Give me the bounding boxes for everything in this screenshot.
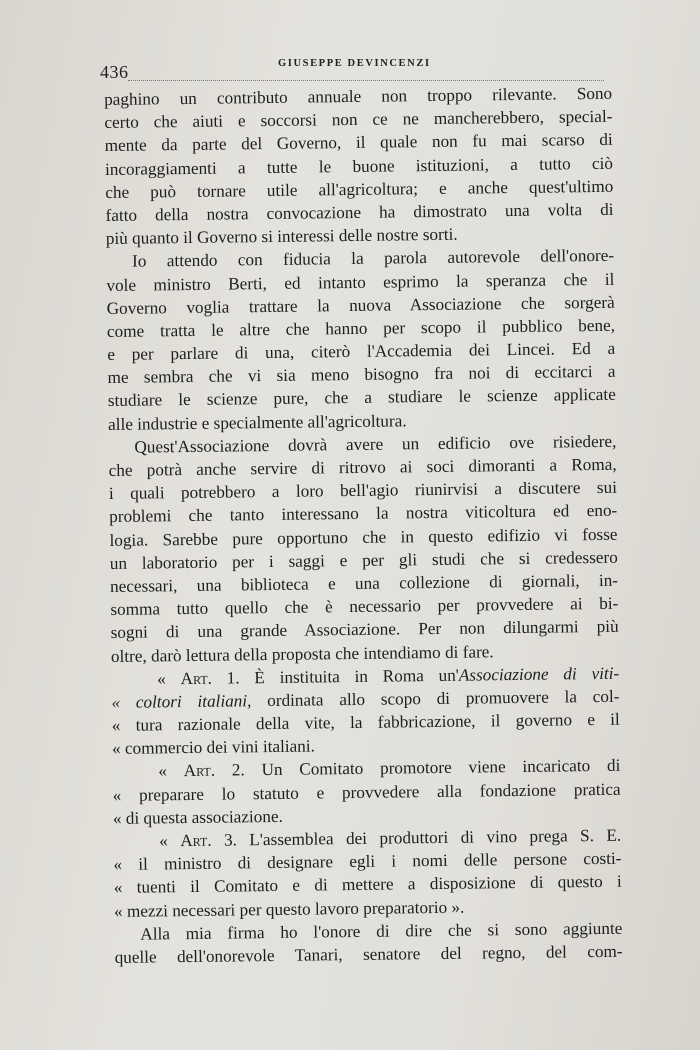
text-line: i quali potrebbero a loro bell'agio riunirvisi a discutere sui — [108, 477, 618, 504]
text-line: Quest'Associazione dovrà avere un edificio ove risiedere, — [134, 431, 617, 457]
text-line: problemi che tanto interessano la nostra viticoltura ed eno- — [109, 501, 618, 527]
article-2-line: « di questa associazione. — [112, 806, 283, 828]
article-1-line: « tura razionale della vite, la fabbricazione, il governo e il — [111, 709, 620, 736]
text-line: che potrà anche servire di ritrovo ai soci dimoranti a Roma, — [108, 454, 617, 480]
running-head: GIUSEPPE DEVINCENZI — [278, 58, 431, 69]
text-line: Io attendo con fiducia la parola autorevole dell'onore- — [132, 246, 615, 271]
text-line: Alla mia firma ho l'onore di dire che si sono aggiunte — [140, 918, 623, 944]
article-1-line: « Art. 1. È instituita in Roma un'Associazione di viti- — [157, 663, 620, 689]
text-line: sogni di una grande Associazione. Per non dilungarmi più — [110, 617, 619, 643]
article-label: Art. — [183, 761, 216, 781]
text-line: come tratta le altre che hanno per scopo il pubblico bene, — [106, 315, 616, 341]
text-line: oltre, darò lettura della proposta che intendiamo di fare. — [110, 641, 494, 666]
text-line: necessari, una biblioteca e una collezione di giornali, in- — [109, 570, 619, 596]
text-line: me sembra che vi sia meno bisogno fra noi di eccitarci a — [107, 362, 616, 388]
body-text — [104, 82, 623, 969]
article-2-line: « Art. 2. Un Comitato promotore viene incaricato di — [158, 756, 621, 781]
text-line: un laboratorio per i saggi e per gli studi che si credessero — [109, 547, 618, 573]
text-line: Governo voglia trattare la nuova Associazione che sorgerà — [106, 292, 615, 318]
text-line: fatto della nostra convocazione ha dimostrato una volta di — [105, 199, 614, 225]
article-1-line: « coltori italiani, ordinata allo scopo di promuovere la col- — [111, 686, 620, 712]
text-line: quelle dell'onorevole Tanari, senatore del regno, del com- — [114, 941, 623, 967]
text-line: più quanto il Governo si interessi delle nostre sorti. — [105, 224, 458, 249]
text-line: alle industrie e specialmente all'agricoltura. — [107, 410, 407, 434]
page-number: 436 — [100, 62, 129, 82]
header-rule — [128, 80, 604, 81]
article-3-line: « mezzi necessari per questo lavoro preparatorio ». — [113, 897, 465, 921]
text-line: mente da parte del Governo, il quale non fu mai scarso di — [104, 130, 613, 156]
text-line: e per parlare di una, citerò l'Accademia dei Lincei. Ed a — [107, 338, 616, 365]
article-2-line: « preparare lo statuto e provvedere alla fondazione pratica — [112, 779, 621, 805]
text-line: vole ministro Berti, ed intanto esprimo la speranza che il — [106, 269, 615, 295]
text-line: studiare le scienze pure, che a studiare le scienze applicate — [107, 385, 616, 411]
article-1-line: « commercio dei vini italiani. — [111, 736, 316, 759]
text-line: certo che aiuti e soccorsi non ce ne mancherebbero, special- — [104, 106, 613, 133]
article-3-line: « tuenti il Comitato e di mettere a disposizione di questo i — [113, 872, 622, 898]
text-line: logia. Sarebbe pure opportuno che in questo edifizio vi fosse — [109, 524, 618, 550]
association-name: Associazione di viti- — [458, 663, 620, 685]
article-label: Art. — [180, 668, 213, 688]
article-3-line: « Art. 3. L'assemblea dei produttori di vino prega S. E. — [159, 825, 622, 851]
article-label: Art. — [180, 830, 212, 851]
text-line: paghino un contributo annuale non troppo rilevante. Sono — [104, 83, 613, 109]
text-line: somma tutto quello che è necessario per provvedere ai bi- — [110, 593, 619, 620]
article-3-line: « il ministro di designare egli i nomi delle persone costi- — [113, 848, 622, 875]
text-line: incoraggiamenti a tutte le buone istituzioni, a tutto ciò — [104, 153, 614, 179]
page-header — [100, 52, 605, 82]
text-line: che può tornare utile all'agricoltura; e anche quest'ultimo — [105, 176, 614, 202]
